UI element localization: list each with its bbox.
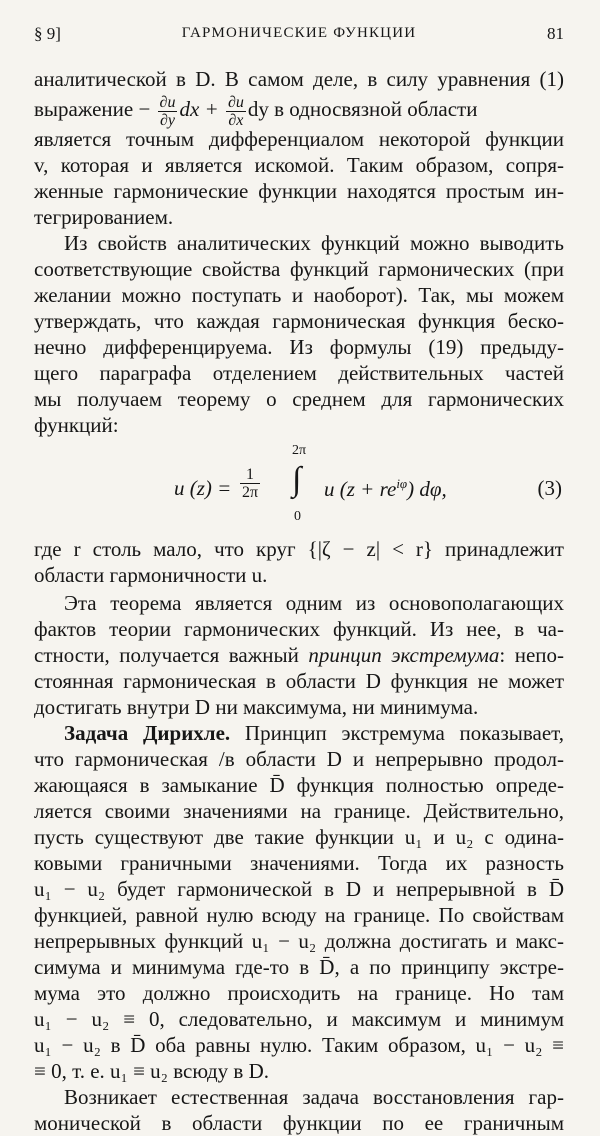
emphasized-term: принцип экстремума (308, 643, 500, 667)
text-line: ковыми граничными значениями. Тогда их разность (34, 851, 564, 875)
text-line: симума и минимума где-то в D̄, а по принципу экстре- (34, 955, 564, 979)
text-line: функцией, равной нулю всюду на границе. По свойствам (34, 903, 564, 927)
page-number: 81 (547, 24, 564, 43)
text-line: щего параграфа отделением действительных частей (34, 361, 564, 385)
equation-number: (3) (537, 476, 562, 500)
integral-sign (286, 443, 314, 523)
integral-lower-limit: 0 (294, 509, 301, 524)
fraction-du-dy: $\frac{\partial u}{\partial y}$ (159, 93, 176, 129)
text-line: соответствующие свойства функций гармонических (при (34, 257, 564, 281)
page-body (34, 66, 564, 1136)
text-line: ляется своими значениями на границе. Действительно, (34, 799, 564, 823)
formula-integrand: u $(z + re^{i\varphi})$ dφ, (324, 476, 447, 501)
text-line: тегрированием. (34, 205, 174, 229)
text-line: u₁ − u₂ будет гармонической в D и непрерывной в D̄ (34, 877, 564, 901)
text-line: фактов теории гармонических функций. Из нее, в ча- (34, 617, 564, 641)
text-line: утверждать, что каждая гармоническая функция беско- (34, 309, 564, 333)
integral-upper-limit: 2π (292, 443, 307, 458)
text-line: стности, получается важный принцип экстремума: непо- (34, 643, 564, 667)
formula-lhs: u (z) = (174, 476, 232, 500)
text-line: Задача Дирихле. Принцип экстремума показывает, (64, 721, 564, 745)
text-line: достигать внутри D ни максимума, ни минимума. (34, 695, 479, 719)
display-formula (34, 438, 564, 536)
text-line: v, которая и является искомой. Таким образом, сопря- (34, 153, 564, 177)
text-line: женные гармонические функции находятся простым ин- (34, 179, 564, 203)
text-line: u₁ − u₂ ≡ 0, следовательно, и максимум и минимум (34, 1007, 564, 1031)
text-line: мума это должно происходить на границе. Но там (34, 981, 564, 1005)
formula-fraction: $\frac{1}{2\pi}$ (242, 466, 259, 501)
section-mark: § 9] (34, 24, 61, 43)
text-line: непрерывных функций u₁ − u₂ должна достигать и макс- (34, 929, 564, 953)
text-line: монической в области функции по ее граничным (34, 1111, 564, 1135)
text-line: пусть существуют две такие функции u₁ и u₂ с одина- (34, 825, 564, 849)
text-line: где r столь мало, что круг {|ζ − z| < r} принадлежит (34, 537, 564, 561)
text-line: является точным дифференциалом некоторой функции (34, 127, 564, 151)
text-line: аналитической в D. В самом деле, в силу уравнения (1) (34, 67, 564, 91)
text-line: стоянная гармоническая в области D функция не может (34, 669, 564, 693)
text-line: что гармоническая /в области D и непрерывно продол- (34, 747, 564, 771)
text-line: нечно дифференцируема. Из формулы (19) предыду- (34, 335, 564, 359)
text-line: области гармоничности u. (34, 563, 268, 587)
text-line: u₁ − u₂ в D̄ оба равны нулю. Таким образом, u₁ − u₂ ≡ (34, 1033, 564, 1057)
text-line: функций: (34, 413, 119, 437)
section-heading: Задача Дирихле. (64, 721, 231, 745)
fraction-du-dx: $\frac{\partial u}{\partial x}$ (227, 93, 244, 129)
integral-icon: ∫ (292, 461, 302, 498)
text-line: Эта теорема является одним из основополагающих (64, 591, 564, 615)
running-header (34, 24, 564, 50)
text-line: мы получаем теорему о среднем для гармонических (34, 387, 564, 411)
text-line: Из свойств аналитических функций можно выводить (64, 231, 564, 255)
text-line: жающаяся в замыкание D̄ функция полностью опреде- (34, 773, 564, 797)
text-line-with-fractions: выражение − $\frac{\partial u}{\partial y}$ dx + $\frac{\partial u}{\partial x}$ dy в односвязной области (34, 93, 478, 129)
running-title: ГАРМОНИЧЕСКИЕ ФУНКЦИИ (181, 25, 417, 41)
text-line: ≡ 0, т. е. u₁ ≡ u₂ всюду в D. (34, 1059, 269, 1083)
text-line: желании можно поступать и наоборот). Так, мы можем (34, 283, 564, 307)
text-line: Возникает естественная задача восстановления гар- (64, 1085, 564, 1109)
